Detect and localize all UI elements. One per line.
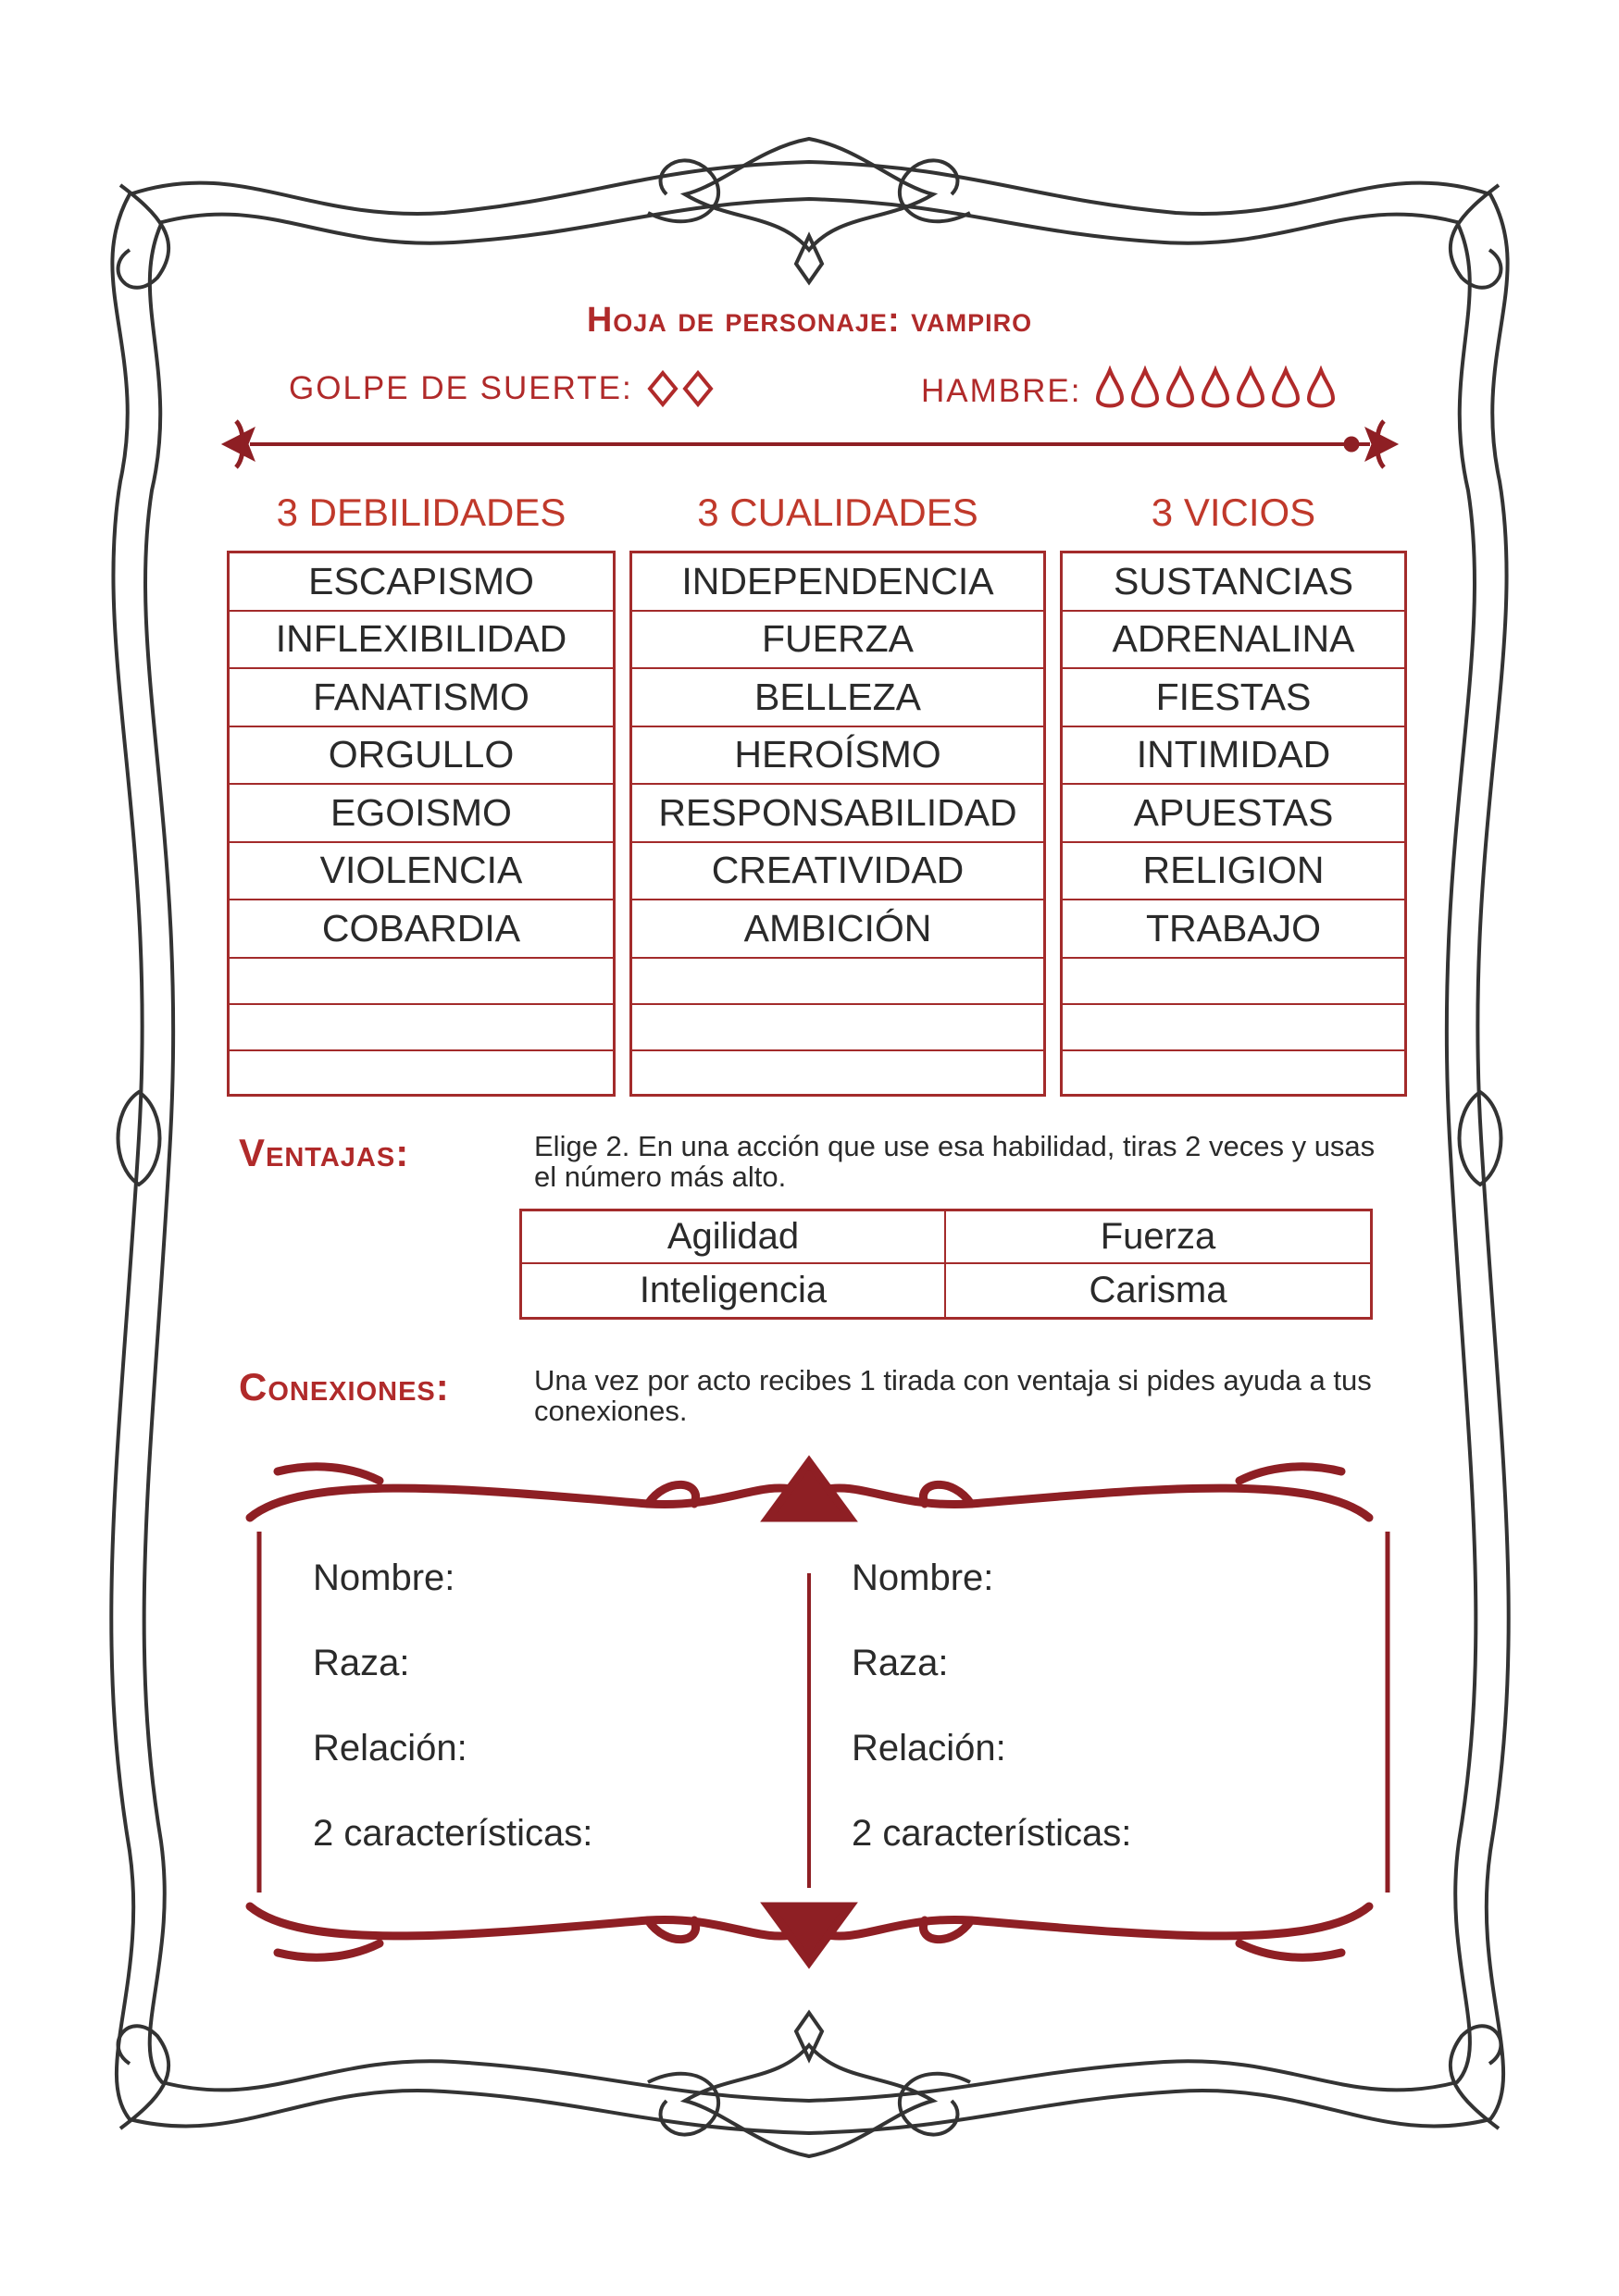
hunger-counter xyxy=(921,366,1344,416)
luck-diamond-icon xyxy=(650,373,676,404)
quality-blank-row[interactable] xyxy=(632,1051,1043,1098)
hunger-slots xyxy=(1094,366,1344,416)
blood-drop-icon xyxy=(1239,370,1263,406)
connection-2-relation-field[interactable]: Relación: xyxy=(852,1728,1006,1769)
weakness-blank-row[interactable] xyxy=(230,1051,613,1098)
advantage-option[interactable]: Carisma xyxy=(1089,1270,1227,1310)
vice-item[interactable]: APUESTAS xyxy=(1063,785,1404,843)
weakness-blank-row[interactable] xyxy=(230,1005,613,1051)
vices-header: 3 VICIOS xyxy=(1151,490,1316,534)
advantage-option[interactable]: Agilidad xyxy=(522,1211,946,1264)
weaknesses-table xyxy=(227,551,616,1097)
quality-item[interactable]: FUERZA xyxy=(632,612,1043,670)
vice-blank-row[interactable] xyxy=(1063,1005,1404,1051)
connection-2-name-field[interactable]: Nombre: xyxy=(852,1558,994,1598)
blood-drop-icon xyxy=(1309,370,1333,406)
connection-1-name-field[interactable]: Nombre: xyxy=(313,1558,455,1598)
hunger-label: HAMBRE: xyxy=(921,372,1082,409)
connection-1-race-field[interactable]: Raza: xyxy=(313,1643,410,1683)
weaknesses-header: 3 DEBILIDADES xyxy=(276,490,567,534)
weakness-item[interactable]: EGOISMO xyxy=(230,785,613,843)
weakness-item[interactable]: VIOLENCIA xyxy=(230,843,613,901)
weakness-blank-row[interactable] xyxy=(230,959,613,1005)
advantages-grid xyxy=(519,1209,1373,1320)
blood-drop-icon xyxy=(1098,370,1122,406)
blood-drop-icon xyxy=(1203,370,1227,406)
vice-blank-row[interactable] xyxy=(1063,1051,1404,1098)
weakness-item[interactable]: COBARDIA xyxy=(230,900,613,959)
vice-item[interactable]: SUSTANCIAS xyxy=(1063,553,1404,612)
weakness-item[interactable]: INFLEXIBILIDAD xyxy=(230,612,613,670)
ventajas-note: Elige 2. En una acción que use esa habilidad, tiras 2 veces y usas el número más alto. xyxy=(534,1130,1376,1193)
vice-blank-row[interactable] xyxy=(1063,959,1404,1005)
connection-2-traits-field[interactable]: 2 características: xyxy=(852,1813,1132,1854)
quality-item[interactable]: HEROÍSMO xyxy=(632,727,1043,786)
qualities-table xyxy=(629,551,1046,1097)
advantage-option[interactable]: Fuerza xyxy=(946,1211,1370,1264)
luck-slots xyxy=(644,366,728,412)
quality-item[interactable]: INDEPENDENCIA xyxy=(632,553,1043,612)
weakness-item[interactable]: ORGULLO xyxy=(230,727,613,786)
quality-item[interactable]: AMBICIÓN xyxy=(632,900,1043,959)
luck-counter xyxy=(289,366,728,412)
conexiones-note: Una vez por acto recibes 1 tirada con ventaja si pides ayuda a tus conexiones. xyxy=(534,1364,1372,1427)
weakness-item[interactable]: ESCAPISMO xyxy=(230,553,613,612)
quality-blank-row[interactable] xyxy=(632,1005,1043,1051)
advantage-option[interactable]: Inteligencia xyxy=(522,1264,946,1317)
vice-item[interactable]: TRABAJO xyxy=(1063,900,1404,959)
connection-1-relation-field[interactable]: Relación: xyxy=(313,1728,467,1769)
luck-label: GOLPE DE SUERTE: xyxy=(289,370,633,406)
vice-item[interactable]: ADRENALINA xyxy=(1063,612,1404,670)
vices-table xyxy=(1060,551,1407,1097)
page-title: Hoja de personaje: vampiro xyxy=(586,301,1033,340)
quality-item[interactable]: CREATIVIDAD xyxy=(632,843,1043,901)
blood-drop-icon xyxy=(1133,370,1157,406)
quality-blank-row[interactable] xyxy=(632,959,1043,1005)
blood-drop-icon xyxy=(1274,370,1298,406)
conexiones-title: Conexiones: xyxy=(239,1365,450,1409)
vice-item[interactable]: INTIMIDAD xyxy=(1063,727,1404,786)
quality-item[interactable]: BELLEZA xyxy=(632,669,1043,727)
quality-item[interactable]: RESPONSABILIDAD xyxy=(632,785,1043,843)
weakness-item[interactable]: FANATISMO xyxy=(230,669,613,727)
connection-1-traits-field[interactable]: 2 características: xyxy=(313,1813,593,1854)
qualities-header: 3 CUALIDADES xyxy=(697,490,978,534)
vice-item[interactable]: RELIGION xyxy=(1063,843,1404,901)
blood-drop-icon xyxy=(1168,370,1192,406)
luck-diamond-icon xyxy=(685,373,711,404)
connection-2-race-field[interactable]: Raza: xyxy=(852,1643,949,1683)
vice-item[interactable]: FIESTAS xyxy=(1063,669,1404,727)
ventajas-title: Ventajas: xyxy=(239,1131,410,1174)
